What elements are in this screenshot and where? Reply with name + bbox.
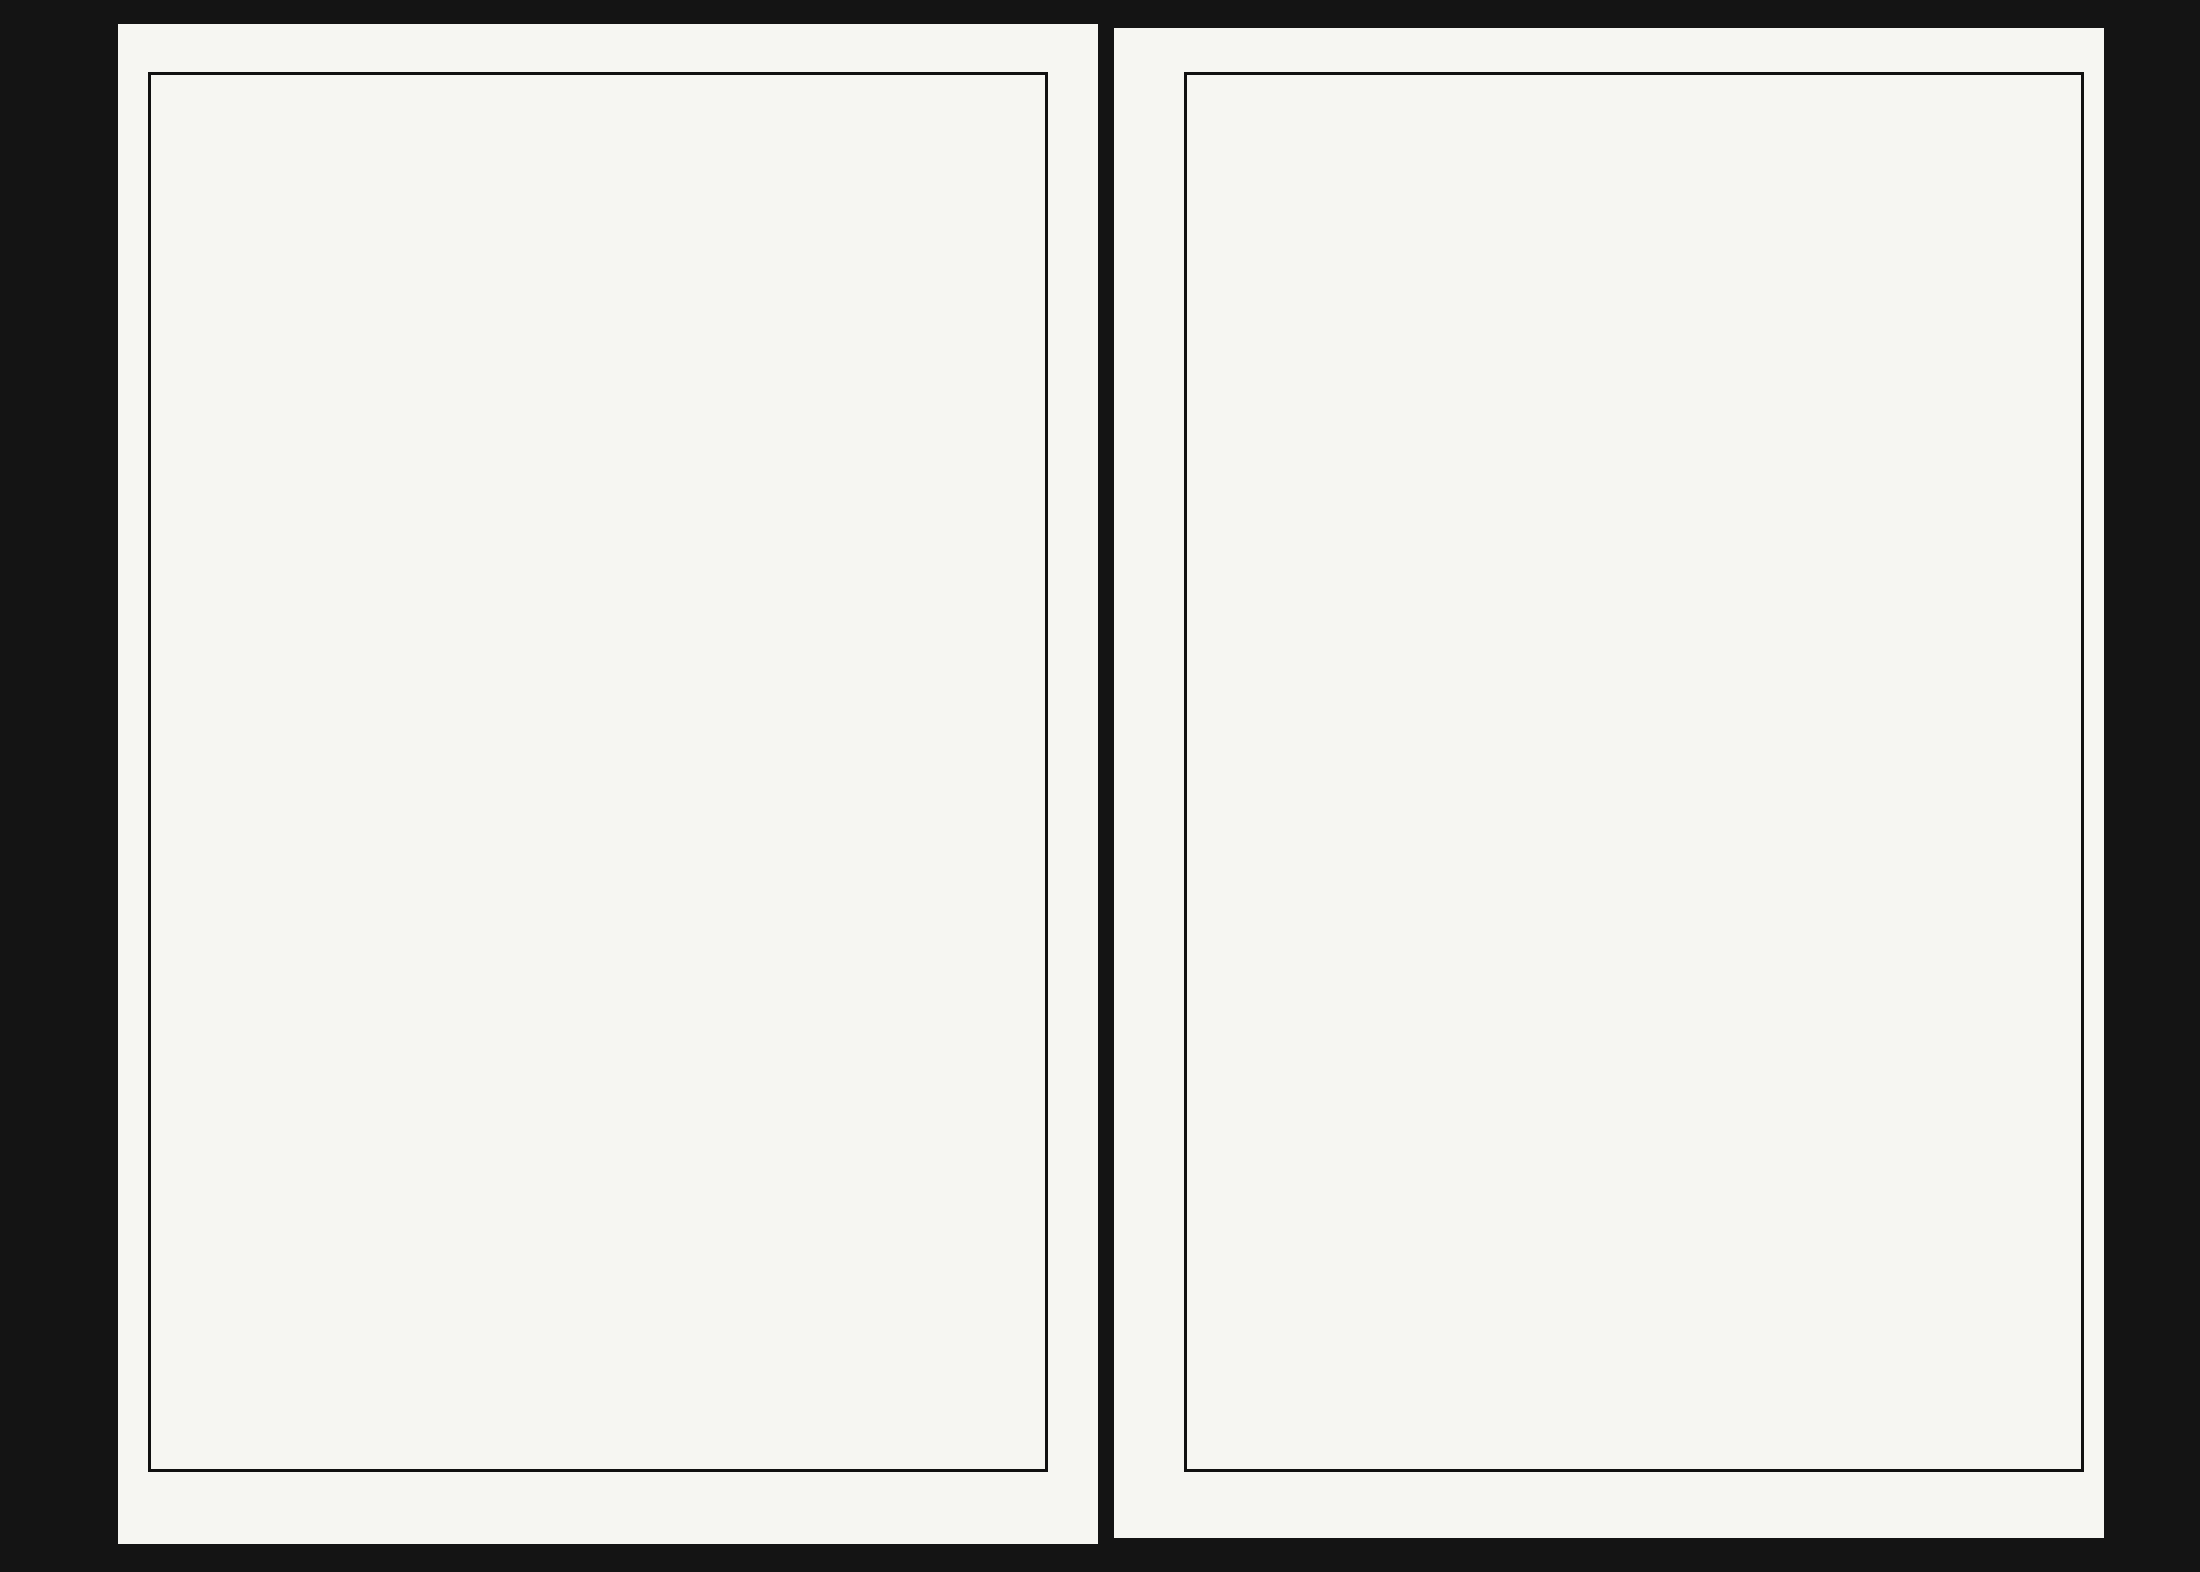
year-grid: [1184, 72, 2084, 1472]
catechism-grid: [148, 72, 1048, 1472]
right-page: [1114, 28, 2104, 1538]
left-page: [118, 24, 1098, 1544]
